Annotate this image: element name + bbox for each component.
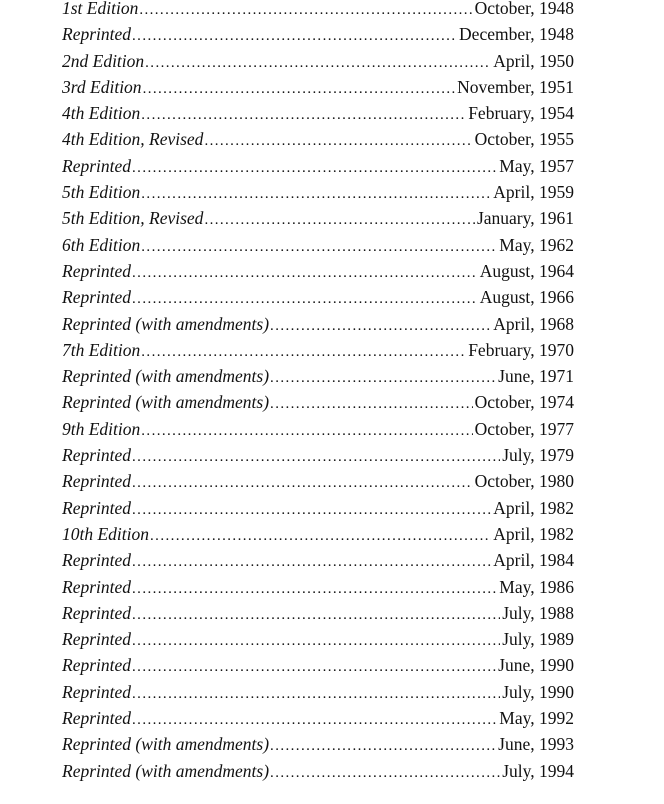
edition-label: Reprinted [62,155,132,176]
edition-row [62,626,574,652]
edition-row [62,731,574,757]
edition-row [62,232,574,258]
edition-label: Reprinted [62,550,132,571]
dot-leader [141,339,466,365]
edition-row [62,179,574,205]
edition-date: July, 1988 [502,602,574,623]
edition-date: August, 1966 [479,287,574,308]
edition-row [62,74,574,100]
edition-date: May, 1962 [499,234,574,255]
edition-label: Reprinted (with amendments) [62,313,270,334]
dot-leader [132,681,500,707]
dot-leader [132,497,491,523]
dot-leader [145,50,491,76]
edition-label: 6th Edition [62,234,141,255]
dot-leader [270,733,496,759]
edition-date: October, 1948 [474,0,574,18]
edition-label: 3rd Edition [62,76,142,97]
edition-row [62,574,574,600]
dot-leader [143,76,456,102]
edition-date: May, 1992 [499,708,574,729]
dot-leader [204,128,472,154]
edition-row [62,126,574,152]
edition-date: May, 1986 [499,576,574,597]
edition-row [62,284,574,310]
edition-date: November, 1951 [457,76,574,97]
edition-label: 2nd Edition [62,50,145,71]
edition-row [62,495,574,521]
dot-leader [139,0,472,23]
edition-label: 4th Edition, Revised [62,129,204,150]
edition-label: Reprinted (with amendments) [62,392,270,413]
dot-leader [132,707,497,733]
edition-history-list [62,0,574,784]
edition-date: April, 1982 [493,497,574,518]
edition-label: Reprinted [62,602,132,623]
edition-label: Reprinted [62,681,132,702]
edition-date: October, 1974 [474,392,574,413]
edition-label: 5th Edition, Revised [62,208,204,229]
dot-leader [132,470,473,496]
edition-date: June, 1971 [498,366,574,387]
edition-row [62,705,574,731]
edition-row [62,337,574,363]
edition-date: May, 1957 [499,155,574,176]
edition-label: 1st Edition [62,0,139,18]
edition-row [62,468,574,494]
edition-row [62,758,574,784]
dot-leader [270,760,500,786]
edition-date: July, 1989 [502,629,574,650]
edition-date: February, 1954 [468,103,574,124]
edition-row [62,389,574,415]
edition-label: 4th Edition [62,103,141,124]
edition-label: 5th Edition [62,182,141,203]
edition-row [62,547,574,573]
dot-leader [132,155,497,181]
edition-row [62,311,574,337]
dot-leader [270,313,491,339]
edition-label: Reprinted [62,445,132,466]
dot-leader [141,181,491,207]
edition-label: 9th Edition [62,418,141,439]
dot-leader [132,23,457,49]
edition-date: February, 1970 [468,339,574,360]
edition-date: August, 1964 [479,260,574,281]
edition-row [62,679,574,705]
edition-row [62,0,574,21]
edition-row [62,48,574,74]
edition-date: June, 1993 [498,734,574,755]
edition-label: Reprinted [62,24,132,45]
edition-label: Reprinted [62,497,132,518]
dot-leader [132,576,497,602]
dot-leader [141,418,472,444]
edition-date: April, 1984 [493,550,574,571]
edition-row [62,100,574,126]
dot-leader [132,286,478,312]
edition-label: Reprinted [62,576,132,597]
dot-leader [141,234,497,260]
edition-row [62,416,574,442]
edition-date: October, 1977 [474,418,574,439]
edition-date: October, 1955 [474,129,574,150]
edition-row [62,652,574,678]
dot-leader [132,628,500,654]
dot-leader [141,102,466,128]
edition-date: April, 1959 [493,182,574,203]
edition-date: December, 1948 [459,24,574,45]
edition-label: 7th Edition [62,339,141,360]
edition-label: Reprinted [62,629,132,650]
edition-label: Reprinted [62,655,132,676]
edition-date: April, 1968 [493,313,574,334]
dot-leader [270,365,496,391]
edition-date: April, 1950 [493,50,574,71]
dot-leader [204,207,475,233]
edition-date: April, 1982 [493,523,574,544]
edition-date: July, 1979 [502,445,574,466]
edition-row [62,21,574,47]
dot-leader [132,444,500,470]
dot-leader [132,260,478,286]
edition-date: June, 1990 [498,655,574,676]
dot-leader [150,523,491,549]
edition-date: January, 1961 [476,208,574,229]
dot-leader [132,654,496,680]
edition-label: 10th Edition [62,523,150,544]
dot-leader [270,391,473,417]
edition-row [62,205,574,231]
edition-row [62,363,574,389]
dot-leader [132,602,500,628]
edition-label: Reprinted [62,708,132,729]
edition-date: July, 1994 [502,760,574,781]
edition-label: Reprinted [62,287,132,308]
edition-label: Reprinted [62,260,132,281]
edition-label: Reprinted (with amendments) [62,734,270,755]
edition-row [62,258,574,284]
edition-label: Reprinted (with amendments) [62,760,270,781]
edition-label: Reprinted [62,471,132,492]
edition-row [62,153,574,179]
edition-row [62,521,574,547]
edition-date: October, 1980 [474,471,574,492]
dot-leader [132,549,491,575]
edition-date: July, 1990 [502,681,574,702]
edition-label: Reprinted (with amendments) [62,366,270,387]
edition-row [62,600,574,626]
edition-row [62,442,574,468]
